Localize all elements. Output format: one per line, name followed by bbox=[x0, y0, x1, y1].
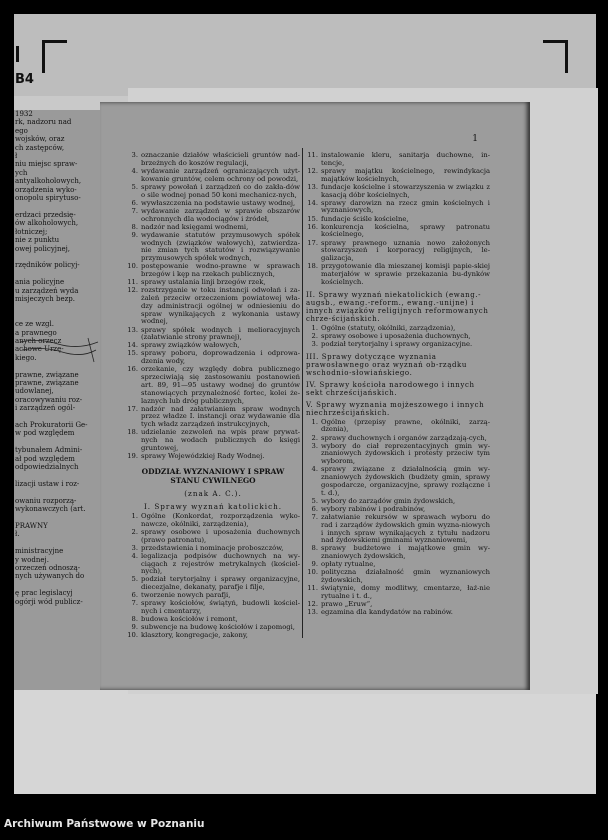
list-item bbox=[306, 152, 490, 168]
item-text: sprawy prawnego uznania nowo założonych stowarzyszeń i korporacyj religijnych, le-galizacja, bbox=[321, 238, 490, 263]
left-page-line: orządzenia wyko- bbox=[15, 185, 77, 194]
list-item bbox=[306, 514, 490, 545]
bottom-background bbox=[14, 690, 596, 794]
list-item bbox=[126, 632, 300, 640]
left-column bbox=[126, 152, 300, 641]
left-page-line: rzędników policyj- bbox=[15, 261, 80, 270]
item-number: 15. bbox=[127, 349, 138, 358]
item-number: 7. bbox=[311, 512, 318, 521]
list-item bbox=[126, 600, 300, 616]
item-text: wydawanie statutów przymusowych spółek wodnych (związków wałowych), zatwierdza-nie zmian tych statutów i rozwiązywanie przymusowych spółek wodnych, bbox=[141, 230, 300, 263]
left-page-line bbox=[14, 202, 108, 210]
item-text: konkurencja kościelna, sprawy patronatu kościelnego, bbox=[321, 222, 490, 239]
item-text: tworzenie nowych parafji, bbox=[141, 591, 231, 600]
item-text: podział terytorjalny i sprawy organizacyjne. bbox=[321, 339, 473, 348]
left-page-line: achowe Urzę- bbox=[15, 345, 64, 354]
item-number: 4. bbox=[131, 166, 138, 175]
item-number: 14. bbox=[307, 198, 318, 207]
left-page-line: tybunałem Admini- bbox=[15, 446, 83, 455]
left-page-line: ego bbox=[15, 126, 28, 135]
list-item bbox=[126, 263, 300, 279]
item-number: 18. bbox=[307, 262, 318, 271]
item-number: 17. bbox=[307, 238, 318, 247]
left-page-line bbox=[14, 539, 108, 547]
list-item bbox=[126, 576, 300, 592]
item-number: 1. bbox=[131, 511, 138, 520]
item-text: Ogólne (przepisy prawne, okólniki, zarzą-dzenia), bbox=[321, 417, 490, 434]
left-page-line: oracowywaniu roz- bbox=[15, 395, 83, 404]
item-number: 9. bbox=[311, 560, 318, 569]
item-text: nadzór nad załatwianiem spraw wodnych przez władze I. instancji oraz wydawanie dla tych władz zarządzeń instrukcyjnych, bbox=[141, 404, 300, 429]
item-text: nadzór nad księgami wodnemi, bbox=[141, 222, 249, 231]
left-page-line: niu miejsc spraw- bbox=[15, 160, 78, 169]
list-item bbox=[306, 224, 490, 240]
list-item bbox=[126, 553, 300, 576]
item-number: 2. bbox=[311, 331, 318, 340]
list-item bbox=[126, 232, 300, 263]
item-text: postępowanie wodno-prawne w sprawach brzegów i kęp na rzekach publicznych, bbox=[141, 262, 300, 279]
left-page-line: orzeczeń odnoszą- bbox=[15, 563, 81, 572]
item-number: 3. bbox=[311, 441, 318, 450]
item-number: 13. bbox=[307, 608, 318, 617]
item-number: 9. bbox=[131, 230, 138, 239]
left-page-line: ach Prokuratorii Ge- bbox=[15, 421, 88, 430]
left-page-line: wykonawczych (art. bbox=[15, 505, 86, 514]
item-text: sprawy osobowe i uposażenia duchownych, bbox=[321, 331, 471, 340]
left-page-line: w pod względem bbox=[15, 429, 75, 438]
item-text: świątynie, domy modlitwy, cmentarze, łaź-nie rytualne i t. d., bbox=[321, 584, 490, 601]
list-item bbox=[306, 569, 490, 585]
list-item bbox=[126, 513, 300, 529]
item-number: 10. bbox=[127, 262, 138, 271]
item-text: przygotowanie dla mieszanej komisji papie-skiej materjałów w sprawie przekazania bu-dynków kościelnych. bbox=[321, 262, 490, 286]
left-page-line: udowlanej, bbox=[15, 387, 54, 396]
column-divider bbox=[302, 148, 303, 638]
item-number: 5. bbox=[311, 496, 318, 505]
item-text: orzekanie, czy względy dobra publicznego sprzeciwiają się zastosowaniu postanowień art. 89, 91—95 ustawy wodnej do gruntów stanowiących przynależność fortec, kolei że-laznych lub dróg publicznych, bbox=[141, 365, 300, 405]
item-number: 12. bbox=[307, 600, 318, 609]
item-text: wybory rabinów i podrabinów, bbox=[321, 504, 426, 513]
left-page-line bbox=[14, 413, 108, 421]
left-page-line: ł. bbox=[15, 530, 20, 539]
item-number: 16. bbox=[127, 365, 138, 374]
item-number: 10. bbox=[307, 568, 318, 577]
item-number: 3. bbox=[131, 543, 138, 552]
left-page-line: łotniczej; bbox=[15, 227, 48, 236]
item-text: udzielanie zezwoleń na wpis praw prywat-nych na wodach publicznych do księgi gruntowej, bbox=[141, 428, 300, 452]
item-text: prawo „Eruw“, bbox=[321, 600, 373, 609]
subsection-heading: IV. Sprawy kościoła narodowego i innych sekt chrześcijańskich. bbox=[306, 380, 475, 397]
item-number: 4. bbox=[311, 465, 318, 474]
left-page-line: ę prac legislacyj bbox=[15, 589, 73, 598]
left-page-line: onopolu spirytuso- bbox=[15, 194, 81, 203]
left-page-line bbox=[14, 581, 108, 589]
list-item bbox=[306, 466, 490, 497]
left-page-line: ania policyjne bbox=[15, 278, 65, 287]
list-item bbox=[306, 545, 490, 561]
left-page-line: odpowiedzialnych bbox=[15, 463, 79, 472]
left-page-line: ał pod względem bbox=[15, 454, 75, 463]
item-text: wybory do zarządów gmin żydowskich, bbox=[321, 496, 456, 505]
item-text: egzamina dla kandydatów na rabinów. bbox=[321, 608, 453, 617]
item-text: sprawy ustalania linji brzegów rzek, bbox=[141, 278, 266, 287]
section-heading: ODDZIAŁ WYZNANIOWY I SPRAW STANU CYWILNEGO bbox=[141, 466, 285, 485]
item-text: polityczna działalność gmin wyznaniowych żydowskich, bbox=[321, 568, 490, 585]
frame-marker bbox=[16, 46, 19, 62]
item-text: wydawanie zarządzeń ograniczających użyt-kowanie gruntów, celem ochrony od powodzi, bbox=[141, 166, 300, 183]
left-page-line bbox=[14, 488, 108, 496]
top-strip bbox=[14, 14, 596, 96]
item-number: 8. bbox=[311, 544, 318, 553]
item-number: 6. bbox=[131, 591, 138, 600]
left-page-line: lizacji ustaw i roz- bbox=[15, 479, 80, 488]
item-text: fundacje kościelne i stowarzyszenia w związku z kasacją dóbr kościelnych, bbox=[321, 182, 490, 199]
left-page bbox=[14, 110, 108, 690]
list-item bbox=[306, 168, 490, 184]
corner-bracket-left bbox=[42, 40, 67, 73]
item-number: 18. bbox=[127, 428, 138, 437]
left-page-line: ce ze wzgl. bbox=[15, 320, 54, 329]
item-text: sprawy Wojewódzkiej Rady Wodnej. bbox=[141, 452, 265, 461]
item-text: Ogólne (statuty, okólniki, zarządzenia), bbox=[321, 323, 456, 332]
left-page-line bbox=[14, 312, 108, 320]
list-item bbox=[126, 529, 300, 545]
item-text: rozstrzyganie w toku instancji odwołań i za-żaleń przeciw orzeczeniom powiatowej wła-dzy administracji ogólnej w odniesieniu do spraw wynikających z wykonania ustawy wodnej, bbox=[141, 286, 300, 326]
item-number: 13. bbox=[127, 325, 138, 334]
left-page-line: prawne, związane bbox=[15, 379, 79, 387]
left-page-line: ch zastępców, bbox=[15, 143, 65, 152]
archive-footer: Archiwum Państwowe w Poznaniu bbox=[4, 818, 205, 830]
list-item bbox=[306, 263, 490, 286]
left-page-line: anych orzecz bbox=[15, 336, 62, 345]
item-number: 6. bbox=[131, 198, 138, 207]
left-page-line: antyalkoholowych, bbox=[15, 177, 82, 186]
list-item bbox=[126, 152, 300, 168]
item-text: sprawy majątku kościelnego, rewindykacja majątków kościelnych, bbox=[321, 166, 490, 183]
list-item bbox=[126, 453, 300, 461]
subsection-heading: I. Sprawy wyznań katolickich. bbox=[143, 501, 283, 511]
left-page-line: PRAWNY bbox=[15, 521, 48, 530]
item-text: wybory do ciał reprezentacyjnych gmin wy-znaniowych żydowskich i protesty przeciw tym wyborom, bbox=[321, 441, 490, 466]
item-number: 12. bbox=[127, 286, 138, 295]
list-item bbox=[306, 419, 490, 435]
item-number: 3. bbox=[311, 339, 318, 348]
left-page-line: misjeczych bezp. bbox=[15, 294, 76, 303]
item-text: legalizacja podpisów duchownych na wy-ciągach z rejestrów metrykalnych (kościel-nych), bbox=[141, 551, 300, 576]
list-item bbox=[126, 208, 300, 224]
left-page-line: kiego. bbox=[15, 353, 37, 362]
item-text: sprawy duchownych i organów zarządzają-cych, bbox=[321, 433, 487, 442]
item-number: 7. bbox=[131, 206, 138, 215]
list-item bbox=[126, 184, 300, 200]
item-number: 14. bbox=[127, 341, 138, 350]
frame-tag: B4 bbox=[15, 72, 34, 87]
item-number: 8. bbox=[131, 222, 138, 231]
left-page-line bbox=[14, 270, 108, 278]
left-page-line: nych używanych do bbox=[15, 572, 85, 581]
left-page-line bbox=[14, 253, 108, 261]
item-number: 13. bbox=[307, 182, 318, 191]
item-text: Ogólne (Konkordat, rozporządzenia wyko-nawcze, okólniki, zarządzenia), bbox=[141, 511, 300, 528]
list-item bbox=[306, 341, 490, 349]
left-page-line: 1932 bbox=[15, 110, 33, 118]
left-page-line: y wodnej. bbox=[15, 555, 49, 564]
item-text: sprawy poboru, doprowadzenia i odprowa-dzenia wody, bbox=[141, 349, 300, 366]
item-number: 5. bbox=[131, 182, 138, 191]
list-item bbox=[306, 609, 490, 617]
item-number: 12. bbox=[307, 166, 318, 175]
item-number: 4. bbox=[131, 551, 138, 560]
subsection-heading: III. Sprawy dotyczące wyznania prawosławnego oraz wyznań ob-rządku wschodnio-słowiańskiego. bbox=[306, 352, 467, 377]
left-page-line bbox=[14, 303, 108, 311]
item-text: budowa kościołów i remont, bbox=[141, 615, 238, 624]
item-number: 2. bbox=[131, 527, 138, 536]
item-number: 9. bbox=[131, 623, 138, 632]
item-text: opłaty rytualne, bbox=[321, 560, 376, 569]
left-page-line: a prawnego bbox=[15, 328, 57, 337]
list-item bbox=[306, 585, 490, 601]
item-text: sprawy związane z działalnością gmin wy-znaniowych żydowskich (budżety gmin, sprawy gospodarcze, organizacyjne, sprawy rozłączne i t. d.), bbox=[321, 465, 490, 497]
item-number: 2. bbox=[311, 433, 318, 442]
item-number: 5. bbox=[131, 575, 138, 584]
item-number: 11. bbox=[307, 584, 318, 593]
handwritten-annotation bbox=[18, 336, 100, 364]
item-text: wywłaszczenia na podstawie ustawy wodnej, bbox=[141, 198, 296, 207]
item-text: instalowanie kleru, sanitarja duchowne, in-tencje, bbox=[321, 151, 490, 167]
left-page-line: ogórji wód publicz- bbox=[15, 597, 83, 606]
item-number: 10. bbox=[127, 631, 138, 640]
subsection-heading: II. Sprawy wyznań niekatolickich (ewang.-augsb., ewang.-reform., ewang.-unijne) i innych związków religijnych reformowanych chrze-ścijańskich. bbox=[306, 290, 489, 323]
right-column bbox=[306, 152, 490, 617]
item-number: 3. bbox=[131, 151, 138, 159]
left-page-line: nie z punktu bbox=[15, 236, 60, 245]
list-item bbox=[126, 406, 300, 429]
item-number: 19. bbox=[127, 452, 138, 461]
left-page-line: owej policyjnej, bbox=[15, 244, 71, 253]
item-number: 11. bbox=[307, 151, 318, 159]
item-number: 15. bbox=[307, 214, 318, 223]
left-page-line bbox=[14, 514, 108, 522]
item-text: sprawy związków wałowych, bbox=[141, 341, 240, 350]
list-item bbox=[306, 184, 490, 200]
item-text: podział terytorjalny i sprawy organizacyjne, diecezjalne, dekanaty, parafje i filje, bbox=[141, 575, 300, 592]
left-page-line: wojsków, oraz bbox=[15, 135, 65, 144]
list-item bbox=[306, 443, 490, 466]
list-item bbox=[126, 429, 300, 452]
list-item bbox=[126, 350, 300, 366]
left-page-line: ł bbox=[15, 152, 18, 161]
item-number: 8. bbox=[131, 615, 138, 624]
left-page-line: ministracyjne bbox=[15, 547, 64, 556]
item-number: 1. bbox=[311, 323, 318, 332]
item-text: załatwianie rekursów w sprawach wyboru do rad i zarządów żydowskich gmin wyzna-niowych i innych spraw wynikających z tytułu nadzoru nad żydowskiemi gminami wyznaniowemi, bbox=[321, 512, 490, 545]
list-item bbox=[126, 327, 300, 343]
page-number: 1 bbox=[472, 134, 478, 144]
item-text: sprawy kościołów, świątyń, budowli kościel-nych i cmentarzy, bbox=[141, 599, 300, 616]
left-page-line: u zarządzeń wyda bbox=[15, 286, 79, 295]
item-text: sprawy spółek wodnych i melioracyjnych (załatwianie strony prawnej), bbox=[141, 325, 300, 342]
left-page-line: owaniu rozporzą- bbox=[15, 496, 77, 505]
left-page-line: erdzaci przedsię- bbox=[15, 210, 76, 219]
left-page-line: prawne, związane bbox=[15, 370, 79, 379]
item-number: 6. bbox=[311, 504, 318, 513]
list-item bbox=[126, 168, 300, 184]
list-item bbox=[126, 287, 300, 326]
item-text: fundacje ściśle kościelne, bbox=[321, 214, 409, 223]
list-item bbox=[306, 200, 490, 216]
item-text: subwencje na budowę kościołów i zapomogi, bbox=[141, 623, 295, 632]
subsection-heading: V. Sprawy wyznania mojżeszowego i innych niechrześcijańskich. bbox=[306, 400, 485, 417]
left-page-line: i zarządzeń ogól- bbox=[15, 404, 76, 413]
item-number: 1. bbox=[311, 417, 318, 426]
section-mark: (znak A. C.). bbox=[184, 488, 242, 498]
item-number: 16. bbox=[307, 222, 318, 231]
left-page-line: ych bbox=[15, 168, 28, 177]
item-number: 11. bbox=[127, 278, 138, 287]
item-text: przedstawienia i nominacje proboszczów, bbox=[141, 543, 284, 552]
list-item bbox=[306, 240, 490, 263]
item-text: klasztory, kongregacje, zakony, bbox=[141, 631, 248, 640]
item-text: wydawanie zarządzeń w sprawie obszarów ochronnych dla wodociągów i źródeł, bbox=[141, 206, 300, 223]
item-text: sprawy powołań i zarządzeń co do zakła-dów o sile wodnej ponad 50 koni mechanicz-nych, bbox=[141, 182, 300, 199]
item-number: 17. bbox=[127, 404, 138, 413]
item-number: 7. bbox=[131, 599, 138, 608]
item-text: sprawy osobowe i uposażenia duchownych (prawo patronatu), bbox=[141, 527, 300, 544]
item-text: sprawy budżetowe i majątkowe gmin wy-znaniowych żydowskich, bbox=[321, 544, 490, 561]
item-text: sprawy darowizn na rzecz gmin kościelnych i wyznaniowych, bbox=[321, 198, 490, 215]
list-item bbox=[126, 366, 300, 405]
left-page-line bbox=[14, 471, 108, 479]
item-text: oznaczanie działów właścicieli gruntów nad-brzeżnych do koszów regulacji, bbox=[141, 151, 300, 167]
left-page-line: rk, nadzoru nad bbox=[15, 118, 72, 127]
main-document-page bbox=[100, 102, 530, 690]
corner-bracket-right bbox=[543, 40, 568, 73]
left-page-line: ów alkoholowych, bbox=[15, 219, 79, 228]
left-page-line bbox=[14, 438, 108, 446]
